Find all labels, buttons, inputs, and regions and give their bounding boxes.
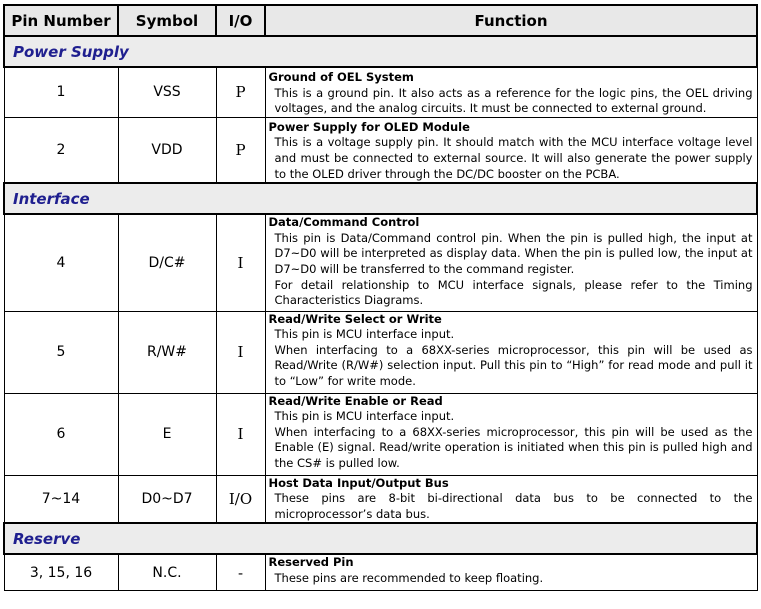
function-text: This pin is MCU interface input. <box>274 327 455 342</box>
pin-number: 7~14 <box>4 475 118 523</box>
pin-io: I <box>216 214 265 311</box>
pin-number: 2 <box>4 117 118 183</box>
header-function: Function <box>265 5 757 36</box>
pin-function <box>265 311 757 393</box>
header-io: I/O <box>216 5 265 36</box>
table-row <box>4 393 757 475</box>
pin-symbol: E <box>118 393 216 475</box>
function-text: This is a voltage supply pin. It should match with the MCU interface voltage level and must be connected to external source. It will also generate the power supply to the OLED driver through the DC/DC booster on the PCBA. <box>274 135 753 181</box>
section-row-interface <box>4 183 757 214</box>
pin-symbol: R/W# <box>118 311 216 393</box>
pin-symbol: D/C# <box>118 214 216 311</box>
pin-io: I <box>216 311 265 393</box>
header-symbol: Symbol <box>118 5 216 36</box>
pin-symbol: D0~D7 <box>118 475 216 523</box>
pin-number: 5 <box>4 311 118 393</box>
function-title: Data/Command Control <box>268 215 420 230</box>
pin-io: I <box>216 393 265 475</box>
function-text: When interfacing to a 68XX-series microprocessor, this pin will be used as the Enable (E) signal. Read/write operation is initiated when this pin is pulled high and the CS# is pulled low. <box>274 424 753 471</box>
pin-number: 6 <box>4 393 118 475</box>
section-title: Interface <box>4 183 757 214</box>
header-row <box>4 5 757 36</box>
pin-number: 3, 15, 16 <box>4 554 118 590</box>
function-text: This is a ground pin. It also acts as a reference for the logic pins, the OEL driving voltages, and the analog circuits. It must be connected to external ground. <box>274 85 753 116</box>
function-text: This pin is MCU interface input. <box>274 409 455 424</box>
pin-function <box>265 214 757 311</box>
function-title: Read/Write Select or Write <box>268 311 442 326</box>
pin-number: 1 <box>4 67 118 117</box>
pin-function <box>265 393 757 475</box>
section-row-power-supply <box>4 36 757 67</box>
pin-number: 4 <box>4 214 118 311</box>
function-title: Ground of OEL System <box>268 70 414 84</box>
table-row <box>4 554 757 590</box>
pin-io: - <box>216 554 265 590</box>
function-text: These pins are recommended to keep floating. <box>274 571 544 586</box>
pin-symbol: VDD <box>118 117 216 183</box>
pin-function <box>265 475 757 523</box>
function-text: This pin is Data/Command control pin. When the pin is pulled high, the input at D7~D0 will be interpreted as display data. When the pin is pulled low, the input at D7~D0 will be transferred to the command register. <box>274 230 753 276</box>
section-row-reserve <box>4 523 757 554</box>
pin-io: I/O <box>216 475 265 523</box>
function-text: For detail relationship to MCU interface signals, please refer to the Timing Characteristics Diagrams. <box>274 277 753 308</box>
pin-io: P <box>216 117 265 183</box>
pin-function <box>265 554 757 590</box>
pin-symbol: VSS <box>118 67 216 117</box>
pin-description-table <box>3 4 758 591</box>
function-text: These pins are 8-bit bi-directional data bus to be connected to the microprocessor’s data bus. <box>274 491 753 521</box>
pin-symbol: N.C. <box>118 554 216 590</box>
function-title: Host Data Input/Output Bus <box>268 475 449 490</box>
table-row <box>4 475 757 523</box>
function-text: When interfacing to a 68XX-series microprocessor, this pin will be used as Read/Write (R/W#) selection input. Pull this pin to “High” for read mode and pull it to “Low” for write mode. <box>274 342 753 389</box>
function-title: Read/Write Enable or Read <box>268 393 443 408</box>
table-row <box>4 311 757 393</box>
function-title: Power Supply for OLED Module <box>268 119 470 134</box>
table-row <box>4 67 757 117</box>
section-title: Reserve <box>4 523 757 554</box>
header-pin-number: Pin Number <box>4 5 118 36</box>
table-row <box>4 117 757 183</box>
section-title: Power Supply <box>4 36 757 67</box>
table-row <box>4 214 757 311</box>
pin-table-wrapper <box>3 4 756 604</box>
pin-io: P <box>216 67 265 117</box>
pin-function <box>265 67 757 117</box>
function-title: Reserved Pin <box>268 555 354 570</box>
pin-function <box>265 117 757 183</box>
